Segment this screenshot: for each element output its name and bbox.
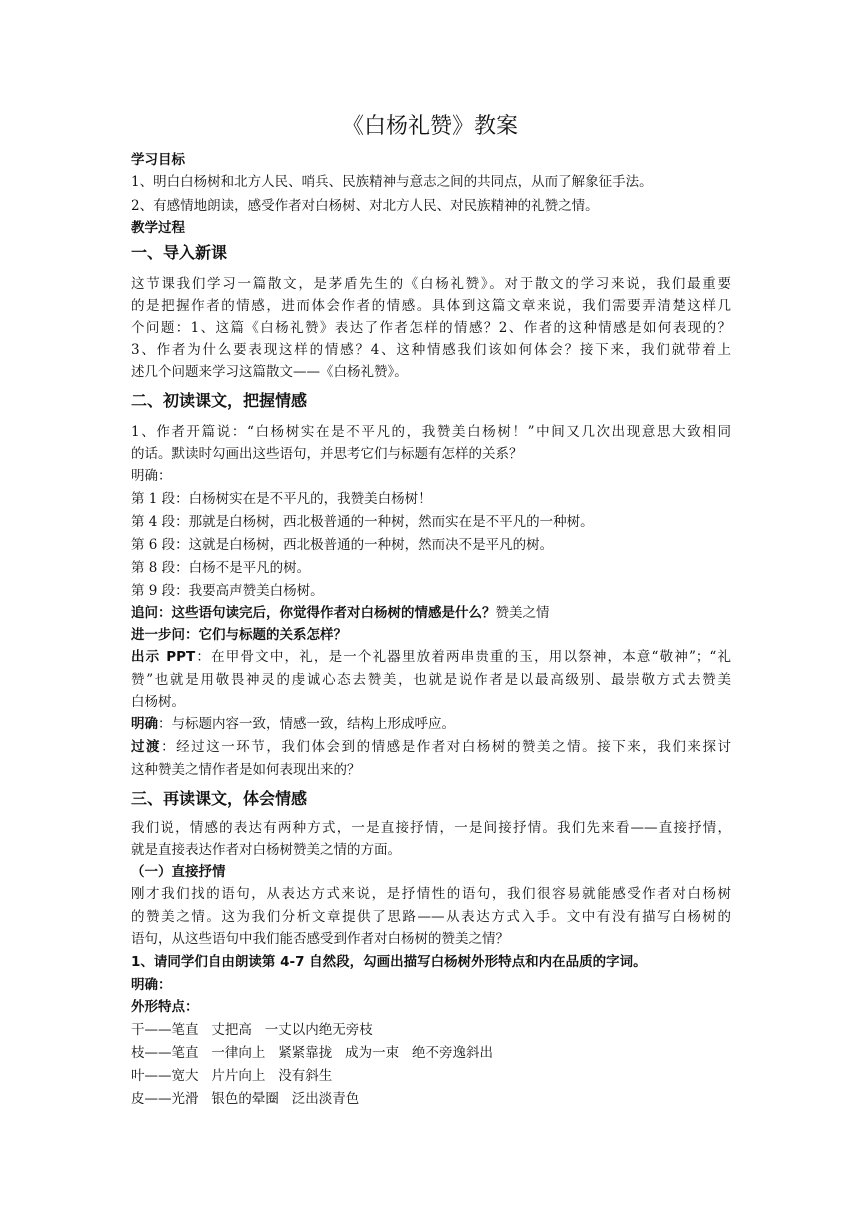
feature-line: 皮——光滑 银色的晕圈 泛出淡青色	[131, 1091, 360, 1107]
features-label: 外形特点：	[131, 999, 199, 1015]
section-heading-1: 一、导入新课	[131, 243, 228, 262]
feature-line: 干——笔直 丈把高 一丈以内绝无旁枝	[131, 1022, 373, 1038]
mingque-label: 明确	[131, 716, 158, 732]
paragraph-line: 刚才我们找的语句，从表达方式来说，是抒情性的语句，我们很容易就能感受作者对白杨树	[131, 886, 731, 902]
ppt-line	[131, 647, 731, 667]
mingque-label: 明确：	[131, 977, 172, 993]
followup-answer: 赞美之情	[495, 605, 550, 621]
mingque-label: 明确：	[131, 468, 172, 484]
ppt-line: 白杨树。	[131, 694, 185, 710]
paragraph-line: 的话。默读时勾画出这些语句，并思考它们与标题有怎样的关系？	[131, 446, 523, 462]
goals-heading: 学习目标	[131, 152, 185, 168]
quote-line: 第 6 段：这就是白杨树，西北极普通的一种树，然而决不是平凡的树。	[131, 537, 554, 553]
paragraph-line: 个问题：1、这篇《白杨礼赞》表达了作者怎样的情感？2、作者的这种情感是如何表现的？	[131, 320, 731, 336]
goal-item: 1、明白白杨树和北方人民、哨兵、民族精神与意志之间的共同点，从而了解象征手法。	[131, 174, 653, 190]
subsection-heading: （一）直接抒情	[131, 864, 226, 880]
feature-line: 叶——宽大 片片向上 没有斜生	[131, 1068, 333, 1084]
transition-text: ：经过这一环节，我们体会到的情感是作者对白杨树的赞美之情。接下来，我们来探讨	[161, 739, 732, 755]
transition-line	[131, 737, 731, 757]
quote-line: 第 8 段：白杨不是平凡的树。	[131, 560, 311, 576]
process-heading: 教学过程	[131, 220, 185, 236]
transition-label: 过渡	[131, 739, 162, 755]
followup-question	[131, 603, 731, 623]
task-line: 1、请同学们自由朗读第 4-7 自然段，勾画出描写白杨树外形特点和内在品质的字词。	[131, 954, 647, 970]
further-question: 进一步问：它们与标题的关系怎样？	[131, 627, 347, 643]
goal-item: 2、有感情地朗读，感受作者对白杨树、对北方人民、对民族精神的礼赞之情。	[131, 198, 599, 214]
mingque-line	[131, 714, 731, 734]
paragraph-line: 语句，从这些语句中我们能否感受到作者对白杨树的赞美之情？	[131, 931, 509, 947]
transition-line: 这种赞美之情作者是如何表现出来的？	[131, 762, 361, 778]
quote-line: 第 1 段：白杨树实在是不平凡的，我赞美白杨树！	[131, 491, 432, 507]
quote-line: 第 4 段：那就是白杨树，西北极普通的一种树，然而实在是不平凡的一种树。	[131, 514, 594, 530]
section-heading-2: 二、初读课文，把握情感	[131, 391, 308, 410]
followup-question-text: 追问：这些语句读完后，你觉得作者对白杨树的情感是什么？	[131, 605, 496, 621]
paragraph-line: 的赞美之情。这为我们分析文章提供了思路——从表达方式入手。文中有没有描写白杨树的	[131, 909, 731, 925]
paragraph-line: 述几个问题来学习这篇散文——《白杨礼赞》。	[131, 364, 408, 380]
ppt-text: ：在甲骨文中，礼，是一个礼器里放着两串贵重的玉，用以祭神，本意“敬神”；“礼	[195, 649, 731, 665]
feature-line: 枝——笔直 一律向上 紧紧靠拢 成为一束 绝不旁逸斜出	[131, 1045, 493, 1061]
paragraph-line: 1、作者开篇说：“白杨树实在是不平凡的，我赞美白杨树！”中间又几次出现意思大致相同	[131, 424, 731, 440]
section-heading-3: 三、再读课文，体会情感	[131, 789, 308, 808]
paragraph-line: 我们说，情感的表达有两种方式，一是直接抒情，一是间接抒情。我们先来看——直接抒情，	[131, 820, 731, 836]
ppt-line: 赞”也就是用敬畏神灵的虔诚心态去赞美，也就是说作者是以最高级别、最崇敬方式去赞美	[131, 672, 731, 688]
paragraph-line: 的是把握作者的情感，进而体会作者的情感。具体到这篇文章来说，我们需要弄清楚这样几	[131, 298, 731, 314]
page-title: 《白杨礼赞》教案	[341, 114, 518, 139]
paragraph-line: 就是直接表达作者对白杨树赞美之情的方面。	[131, 842, 401, 858]
paragraph-line: 3、作者为什么要表现这样的情感？4、这种情感我们该如何体会？接下来，我们就带着上	[131, 342, 731, 358]
paragraph-line: 这节课我们学习一篇散文，是茅盾先生的《白杨礼赞》。对于散文的学习来说，我们最重要	[131, 276, 731, 292]
ppt-label: 出示 PPT	[131, 649, 196, 665]
quote-line: 第 9 段：我要高声赞美白杨树。	[131, 583, 324, 599]
mingque-text: ：与标题内容一致，情感一致，结构上形成呼应。	[158, 716, 455, 732]
